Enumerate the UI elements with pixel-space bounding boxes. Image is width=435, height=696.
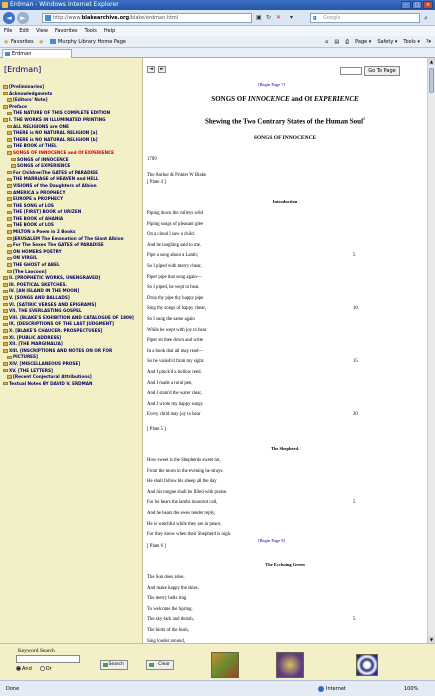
poem-line: The merry bells ring <box>147 596 187 602</box>
radio-or-icon <box>40 666 45 671</box>
nav-item[interactable]: ALL RELIGIONS are ONE <box>3 124 141 131</box>
folder-icon <box>3 92 8 96</box>
poem-line: And I stain'd the water clear, <box>147 391 203 397</box>
folder-icon <box>7 197 12 201</box>
poem-line: So he vanish'd from my sight. <box>147 359 205 365</box>
nav-item[interactable]: THE [FIRST] BOOK of URIZEN <box>3 209 141 216</box>
window-title: Erdman - Windows Internet Explorer <box>10 1 119 8</box>
page-icon <box>45 15 51 21</box>
status-bar <box>0 680 435 696</box>
folder-icon <box>7 224 12 228</box>
folder-icon <box>7 204 12 208</box>
forward-button[interactable]: ► <box>17 12 29 24</box>
close-button[interactable]: × <box>423 1 433 9</box>
search-mode <box>16 666 52 672</box>
menu-tools[interactable]: Tools <box>84 28 97 34</box>
keyword-input[interactable] <box>16 655 80 663</box>
poem-line: On a cloud I saw a child. <box>147 232 195 238</box>
stop-icon[interactable]: ✕ <box>276 14 282 21</box>
folder-icon <box>11 164 16 168</box>
nav-item[interactable]: SONGS of EXPERIENCE <box>3 163 141 170</box>
nav-item[interactable]: ON VIRGIL <box>3 255 141 262</box>
poem-title: Introduction <box>272 199 298 204</box>
nav-item[interactable]: VII. THE EVERLASTING GOSPEL <box>3 308 141 315</box>
search-button[interactable]: Search <box>100 660 128 670</box>
page-number-input[interactable] <box>340 67 362 75</box>
nav-item[interactable]: THERE is NO NATURAL RELIGION [a] <box>3 130 141 137</box>
poem-line: Piping songs of pleasant glee <box>147 221 203 227</box>
nav-item[interactable]: XIII. [INSCRIPTIONS AND NOTES ON OR FOR <box>3 348 141 355</box>
poem-line: Drop thy pipe thy happy pipe <box>147 295 204 301</box>
nav-item[interactable]: X. [BLAKE'S CHAUCER: PROSPECTUSES] <box>3 328 141 335</box>
folder-icon <box>7 237 12 241</box>
folder-icon <box>7 125 12 129</box>
folder-icon <box>7 244 12 248</box>
back-button[interactable]: ◄ <box>3 12 15 24</box>
nav-title: [Erdman] <box>4 65 42 74</box>
poem-line: He shall follow his sheep all the day <box>147 479 217 485</box>
poem-line: The sky-lark and thrush, <box>147 617 194 623</box>
folder-icon <box>3 349 8 353</box>
nav-item[interactable]: V. [SONGS AND BALLADS] <box>3 295 141 302</box>
plate-marker: [ Plate 5 ] <box>147 427 166 432</box>
line-number: 20 <box>353 412 358 418</box>
menu-edit[interactable]: Edit <box>19 28 30 34</box>
nav-item[interactable]: PICTURES] <box>3 354 141 361</box>
plate-marker: [ Plate 6 ] <box>147 544 166 549</box>
compatibility-icon[interactable]: ▣ <box>256 14 262 21</box>
page-content <box>0 58 435 680</box>
line-number: 5 <box>353 500 356 506</box>
doc-title: SONGS OF INNOCENCE and Of EXPERIENCE <box>211 95 359 103</box>
nav-item[interactable]: SONGS of INNOCENCE <box>3 157 141 164</box>
tab-bar <box>0 48 435 58</box>
blake-plate-thumbnail[interactable] <box>211 652 239 678</box>
nav-tree <box>3 84 141 387</box>
keyword-search-label: Keyword Search <box>18 648 55 654</box>
folder-icon <box>3 296 8 300</box>
window-controls <box>401 1 433 9</box>
folder-icon <box>7 375 12 379</box>
folder-icon <box>3 382 8 386</box>
folder-icon <box>7 230 12 234</box>
menu-help[interactable]: Help <box>103 28 116 34</box>
refresh-icon[interactable]: ↻ <box>266 14 272 21</box>
nav-panel <box>0 58 143 643</box>
title-bar <box>0 0 435 10</box>
folder-icon <box>7 250 12 254</box>
poem-line: The Sun does arise, <box>147 575 185 580</box>
clear-button[interactable]: Clear <box>146 660 174 670</box>
section-title: SONGS OF INNOCENCE <box>253 135 317 141</box>
nav-item[interactable]: Preface <box>3 104 141 111</box>
nav-item[interactable]: JERUSALEM The Emanation of The Giant Albion <box>3 236 141 243</box>
line-number: 5 <box>353 253 356 259</box>
poem-line: And I made a rural pen, <box>147 380 193 386</box>
favorites-button[interactable]: Favorites <box>11 39 34 45</box>
poem-line: So I piped with merry chear, <box>147 264 202 269</box>
folder-icon <box>7 191 12 195</box>
nav-item[interactable]: THE BOOK of THEL <box>3 143 141 150</box>
home-icon[interactable]: ⌂ <box>325 39 329 45</box>
page-marker[interactable]: [Begin Page 8] <box>258 538 285 543</box>
poem-line: In a book that all may read— <box>147 348 204 354</box>
footnote-link[interactable]: 1 <box>363 116 366 121</box>
radio-and[interactable]: And <box>16 666 32 672</box>
status-text: Done <box>6 686 20 692</box>
keyword-search-panel <box>0 643 435 680</box>
folder-icon <box>3 309 8 313</box>
scrollbar[interactable] <box>427 58 435 643</box>
nav-item[interactable]: ON HOMERS POETRY <box>3 249 141 256</box>
favorite-link[interactable]: Murphy Library Home Page <box>50 36 126 48</box>
nav-item[interactable]: For ChildrenThe GATES of PARADISE <box>3 170 141 177</box>
nav-item[interactable]: XII. [THE MARGINALIA] <box>3 341 141 348</box>
nav-item[interactable]: THERE is NO NATURAL RELIGION [b] <box>3 137 141 144</box>
nav-item[interactable]: AMERICA a PROPHECY <box>3 190 141 197</box>
command-bar <box>325 36 431 48</box>
folder-icon <box>3 290 8 294</box>
next-page-button[interactable]: ► <box>158 66 166 73</box>
nav-item[interactable]: THE SONG of LOS <box>3 203 141 210</box>
nav-item[interactable]: XIV. [MISCELLANEOUS PROSE] <box>3 361 141 368</box>
url-input[interactable]: http://www.blakearchive.org/blake/erdman.html <box>42 13 252 23</box>
tools-menu[interactable]: Tools ▾ <box>403 39 420 45</box>
folder-icon <box>3 369 8 373</box>
tab-erdman[interactable]: Erdman <box>2 49 72 58</box>
help-menu[interactable]: ?▾ <box>425 39 431 45</box>
doc-nav <box>147 66 166 73</box>
poem-line: And make happy the skies. <box>147 585 199 591</box>
line-number: 15 <box>353 359 358 365</box>
folder-icon <box>7 263 12 267</box>
feeds-icon[interactable]: ▤ <box>334 39 340 45</box>
folder-icon <box>7 131 12 135</box>
favorites-bar <box>0 36 435 48</box>
poem-line: And I pluck'd a hollow reed. <box>147 370 202 375</box>
safety-menu[interactable]: Safety ▾ <box>377 39 398 45</box>
nav-item[interactable]: THE BOOK of LOS <box>3 222 141 229</box>
scroll-down-icon[interactable]: ▼ <box>429 637 434 642</box>
poem-title: The Ecchoing Green <box>265 562 305 567</box>
poem-line: For they know when their Shepherd is nigh. <box>147 532 232 538</box>
nav-item[interactable]: XV. [THE LETTERS] <box>3 368 141 375</box>
poem-line: While he wept with joy to hear <box>147 327 207 333</box>
search-input[interactable]: g Google <box>310 13 420 23</box>
nav-item[interactable]: [Editors' Note] <box>3 97 141 104</box>
address-bar <box>0 10 435 26</box>
poem-line: And I wrote my happy songs <box>147 401 203 407</box>
blake-portrait-thumbnail[interactable] <box>276 652 304 678</box>
scroll-up-icon[interactable]: ▲ <box>429 59 434 64</box>
menu-favorites[interactable]: Favorites <box>54 28 78 34</box>
prev-page-button[interactable]: ◄ <box>147 66 155 73</box>
scroll-thumb[interactable] <box>429 68 434 93</box>
nav-item[interactable]: THE NATURE OF THIS COMPLETE EDITION <box>3 110 141 117</box>
nav-item[interactable]: THE BOOK of AHANIA <box>3 216 141 223</box>
menu-bar <box>0 26 435 36</box>
poem-title: The Shepherd. <box>270 446 300 451</box>
folder-icon <box>7 178 12 182</box>
folder-icon <box>11 158 16 162</box>
folder-icon <box>3 105 8 109</box>
doc-year: 1789 <box>147 157 157 162</box>
nav-item[interactable]: EUROPE a PROPHECY <box>3 196 141 203</box>
folder-icon <box>3 283 8 287</box>
nav-item[interactable]: IX. [DESCRIPTIONS OF THE LAST JUDGMENT] <box>3 321 141 328</box>
page-menu[interactable]: Page ▾ <box>355 39 372 45</box>
nav-item[interactable]: Textual Notes BY DAVID V. ERDMAN <box>3 381 141 388</box>
poem-line: And he laughing said to me. <box>147 242 202 248</box>
go-to-page-button[interactable]: Go To Page <box>364 66 400 76</box>
folder-icon <box>3 85 8 89</box>
minimize-button[interactable]: – <box>401 1 411 9</box>
archive-logo-icon[interactable] <box>356 654 378 676</box>
folder-icon <box>7 138 12 142</box>
poem-line: Sing thy songs of happy chear, <box>147 306 206 312</box>
nav-item[interactable]: [Recent Conjectural Attributions] <box>3 374 141 381</box>
poem-line: He is watchful while they are in peace, <box>147 521 222 527</box>
nav-item[interactable]: IV. [AN ISLAND IN THE MOON] <box>3 288 141 295</box>
zoom-level[interactable]: 100% <box>404 686 419 692</box>
nav-item[interactable]: III. POETICAL SKETCHES. <box>3 282 141 289</box>
poem-line: Piper sit thee down and write <box>147 338 204 344</box>
folder-icon <box>3 323 8 327</box>
poem-line: The birds of the bush, <box>147 628 189 633</box>
nav-item[interactable]: XI. [PUBLIC ADDRESS] <box>3 335 141 342</box>
favorites-star-icon[interactable]: ★ <box>3 38 10 46</box>
document-pane <box>143 58 427 643</box>
folder-icon <box>7 270 12 274</box>
nav-item[interactable]: THE GHOST of ABEL <box>3 262 141 269</box>
google-icon: g <box>313 15 317 21</box>
nav-item[interactable]: Acknowledgments <box>3 91 141 98</box>
folder-icon <box>3 342 8 346</box>
nav-item[interactable]: VI. [SATIRIC VERSES AND EPIGRAMS] <box>3 302 141 309</box>
doc-subtitle: Shewing the Two Contrary States of the Human Soul$^1$ <box>204 116 366 126</box>
folder-icon <box>3 336 8 340</box>
poem-line: Pipe a song about a Lamb; <box>147 253 199 259</box>
folder-icon <box>3 316 8 320</box>
line-number: 10 <box>353 306 358 312</box>
poem-line: To welcome the Spring. <box>147 606 193 612</box>
poem-line: And his tongue shall be filled with praise. <box>147 489 228 495</box>
plate-marker: [ Plate 4 ] <box>147 180 166 185</box>
folder-icon <box>7 171 12 175</box>
folder-icon <box>7 356 12 360</box>
nav-item[interactable]: I. THE WORKS IN ILLUMINATED PRINTING <box>3 117 141 124</box>
nav-item[interactable]: SONGS OF INNOCENCE and Of EXPERIENCE <box>3 150 141 157</box>
poem-line: And he hears the ewes tender reply, <box>147 511 216 516</box>
folder-icon <box>7 151 12 155</box>
folder-icon <box>7 257 12 261</box>
nav-item[interactable]: THE MARRIAGE of HEAVEN and HELL <box>3 176 141 183</box>
poem-line: So I piped, he wept to hear. <box>147 285 200 291</box>
poem-line: Sing louder around, <box>147 638 185 643</box>
nav-item[interactable]: II. [PROPHETIC WORKS, UNENGRAVED] <box>3 275 141 282</box>
page-marker[interactable]: [Begin Page 7] <box>258 82 285 87</box>
ie-icon <box>2 2 8 8</box>
folder-icon <box>7 184 12 188</box>
nav-item[interactable]: VIII. [BLAKE'S EXHIBITION AND CATALOGUE OF 1809] <box>3 315 141 322</box>
nav-item[interactable]: [Preliminaries] <box>3 84 141 91</box>
line-number: 5 <box>353 617 356 623</box>
folder-icon <box>3 362 8 366</box>
poem-line: How sweet is the Shepherds sweet lot, <box>147 458 221 463</box>
folder-icon <box>3 118 8 122</box>
maximize-button[interactable]: □ <box>412 1 422 9</box>
poem-line: So I sung the same again <box>147 317 195 322</box>
folder-icon <box>7 217 12 221</box>
folder-icon <box>7 211 12 215</box>
radio-or[interactable]: Or <box>40 666 52 672</box>
folder-icon <box>3 276 8 280</box>
search-go-icon[interactable]: ⌕ <box>424 14 428 22</box>
menu-file[interactable]: File <box>4 28 13 34</box>
add-favorite-icon[interactable]: ★ <box>38 38 45 46</box>
folder-icon <box>3 329 8 333</box>
nav-item[interactable]: MILTON a Poem in 2 Books <box>3 229 141 236</box>
nav-item[interactable]: VISIONS of the Daughters of Albion <box>3 183 141 190</box>
menu-view[interactable]: View <box>36 28 48 34</box>
print-icon[interactable]: ⎙ <box>345 39 350 45</box>
nav-item[interactable]: For The Sexes The GATES of PARADISE <box>3 242 141 249</box>
radio-and-icon <box>16 666 21 671</box>
folder-icon <box>7 112 12 116</box>
poem-line: From the morn to the evening he strays: <box>147 468 224 474</box>
poem-line: Piping down the valleys wild <box>147 211 203 216</box>
poem-line: Piper pipe that song again— <box>147 274 202 280</box>
nav-item[interactable]: [The Laocoon] <box>3 269 141 276</box>
security-zone: Internet <box>318 681 346 696</box>
folder-icon <box>3 303 8 307</box>
poem-line: For he hears the lambs innocent call, <box>147 500 218 506</box>
folder-icon <box>7 145 12 149</box>
search-provider-icon[interactable]: ▾ <box>290 14 294 21</box>
doc-author: The Author & Printer W Blake <box>147 173 207 178</box>
poem-line: Every child may joy to hear <box>147 412 201 418</box>
folder-icon <box>7 98 12 102</box>
